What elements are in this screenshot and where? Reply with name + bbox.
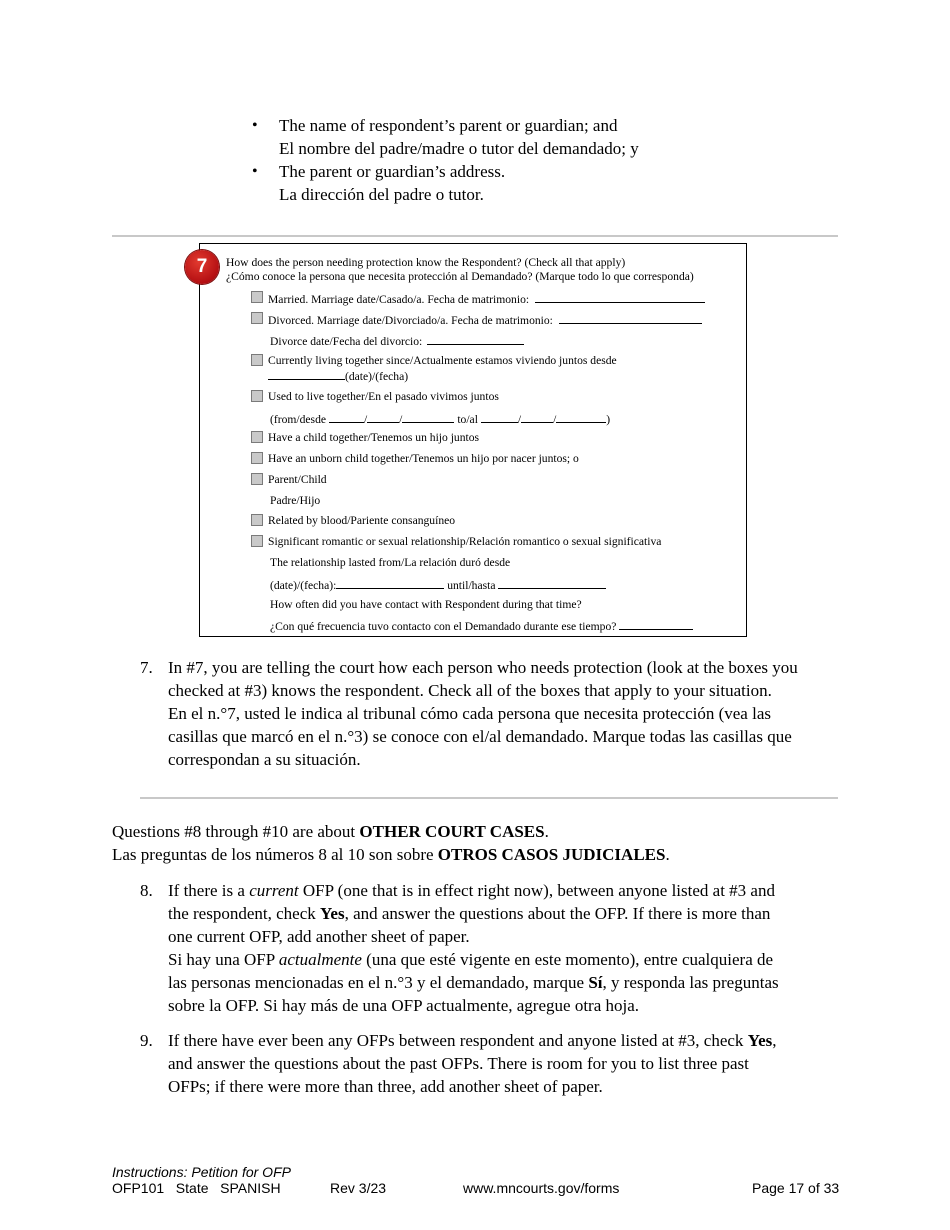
how-often-blank[interactable] — [619, 618, 693, 630]
parent-child-checkbox[interactable] — [251, 473, 263, 485]
romantic-option: Significant romantic or sexual relationship/Relación romantico o sexual significativa — [268, 535, 662, 548]
item-line: correspondan a su situación. — [168, 750, 361, 769]
bullet-text-en: The parent or guardian’s address. — [279, 162, 506, 181]
child-option: Have a child together/Tenemos un hijo juntos — [268, 431, 480, 444]
living-together-label: Currently living together since/Actualmente estamos viviendo juntos desde — [268, 354, 617, 367]
parent-child-option: Parent/Child — [268, 473, 327, 486]
married-label: Married. Marriage date/Casado/a. Fecha de matrimonio: — [268, 293, 530, 306]
blood-option: Related by blood/Pariente consanguíneo — [268, 514, 456, 527]
section-heading-es: Las preguntas de los números 8 al 10 son sobre OTROS CASOS JUDICIALES. — [112, 845, 670, 864]
item-number: 7. — [140, 658, 153, 677]
item-number: 9. — [140, 1031, 153, 1050]
from-year-blank[interactable] — [402, 411, 454, 423]
section-heading — [112, 820, 670, 866]
item-line: las personas mencionadas en el n.°3 y el demandado, marque Sí, y responda las preguntas — [168, 973, 779, 992]
item-line: OFPs; if there were more than three, add another sheet of paper. — [168, 1077, 603, 1096]
close-paren: ) — [606, 413, 611, 426]
form-question-es: ¿Cómo conoce la persona que necesita protección al Demandado? (Marque todo lo que corresponda) — [226, 270, 694, 283]
instruction-item-7 — [140, 656, 798, 771]
used-to-live-label: Used to live together/En el pasado vivimos juntos — [268, 390, 499, 403]
item-number: 8. — [140, 881, 153, 900]
marriage-date-blank[interactable] — [535, 291, 705, 303]
footer-form-id: OFP101 State SPANISH — [112, 1180, 281, 1196]
living-together-checkbox[interactable] — [251, 354, 263, 366]
from-to-row: (from/desde / / to/al / / ) — [270, 413, 611, 426]
bullet-item — [252, 114, 852, 160]
item-line: If there is a current OFP (one that is in effect right now), between anyone listed at #3 and — [168, 881, 775, 900]
question-number-badge: 7 — [185, 250, 219, 284]
item-line: En el n.°7, usted le indica al tribunal cómo cada persona que necesita protección (vea las — [168, 704, 771, 723]
romantic-checkbox[interactable] — [251, 535, 263, 547]
used-to-live-option — [268, 390, 499, 404]
section-divider — [140, 797, 838, 799]
to-day-blank[interactable] — [521, 411, 553, 423]
living-since-blank[interactable] — [268, 368, 345, 380]
bullet-text-es: La dirección del padre o tutor. — [279, 185, 484, 204]
section-heading-en: Questions #8 through #10 are about OTHER COURT CASES. — [112, 822, 549, 841]
divorced-checkbox[interactable] — [251, 312, 263, 324]
item-line: Si hay una OFP actualmente (una que esté vigente en este momento), entre cualquiera de — [168, 950, 774, 969]
lasted-from-blank[interactable] — [336, 577, 444, 589]
bullet-text-es: El nombre del padre/madre o tutor del demandado; y — [279, 139, 639, 158]
bullet-item — [252, 160, 852, 206]
footer-page-number: Page 17 of 33 — [752, 1180, 840, 1196]
to-year-blank[interactable] — [556, 411, 606, 423]
footer-revision: Rev 3/23 — [330, 1180, 387, 1196]
blood-checkbox[interactable] — [251, 514, 263, 526]
footer-title: Instructions: Petition for OFP — [112, 1164, 291, 1180]
to-month-blank[interactable] — [481, 411, 518, 423]
from-month-blank[interactable] — [329, 411, 364, 423]
item-line: the respondent, check Yes, and answer the questions about the OFP. If there is more than — [168, 904, 771, 923]
footer-url[interactable]: www.mncourts.gov/forms — [463, 1180, 620, 1196]
date-fecha-label: (date)/(fecha) — [345, 370, 409, 383]
living-together-option — [268, 354, 617, 384]
item-line: and answer the questions about the past OFPs. There is room for you to list three past — [168, 1054, 749, 1073]
divorced-marriage-date-blank[interactable] — [559, 312, 702, 324]
divorced-label: Divorced. Marriage date/Divorciado/a. Fecha de matrimonio: — [268, 314, 553, 327]
lasted-label: The relationship lasted from/La relación duró desde — [270, 556, 511, 569]
instruction-item-9 — [140, 1029, 777, 1098]
instruction-item-8 — [140, 879, 779, 1017]
item-line: casillas que marcó en el n.°3) se conoce con el/al demandado. Marque todas las casillas que — [168, 727, 792, 746]
divorce-date-blank[interactable] — [427, 333, 524, 345]
married-checkbox[interactable] — [251, 291, 263, 303]
padre-hijo-label: Padre/Hijo — [270, 494, 321, 507]
form-question-en: How does the person needing protection know the Respondent? (Check all that apply) — [226, 256, 626, 269]
lasted-until-blank[interactable] — [498, 577, 606, 589]
bullet-list — [252, 114, 852, 206]
bullet-text-en: The name of respondent’s parent or guardian; and — [279, 116, 618, 135]
item-line: checked at #3) knows the respondent. Check all of the boxes that apply to your situation. — [168, 681, 772, 700]
bullet-dot: • — [252, 163, 258, 180]
to-label: to/al — [457, 413, 478, 426]
lasted-dates-row — [270, 577, 606, 593]
until-label: until/hasta — [447, 579, 496, 592]
child-checkbox[interactable] — [251, 431, 263, 443]
from-day-blank[interactable] — [367, 411, 399, 423]
item-line: If there have ever been any OFPs between respondent and anyone listed at #3, check Yes, — [168, 1031, 777, 1050]
married-option — [268, 291, 705, 307]
divorce-date-row — [270, 333, 524, 349]
divorced-option — [268, 312, 702, 328]
item-line: In #7, you are telling the court how each person who needs protection (look at the boxes you — [168, 658, 798, 677]
unborn-checkbox[interactable] — [251, 452, 263, 464]
bullet-dot: • — [252, 117, 258, 134]
how-often-es: ¿Con qué frecuencia tuvo contacto con el Demandado durante ese tiempo? — [270, 620, 617, 633]
lasted-date-label: (date)/(fecha): — [270, 579, 337, 592]
item-line: one current OFP, add another sheet of paper. — [168, 927, 470, 946]
section-divider — [112, 235, 838, 237]
item-line: sobre la OFP. Si hay más de una OFP actualmente, agregue otra hoja. — [168, 996, 640, 1015]
used-to-live-checkbox[interactable] — [251, 390, 263, 402]
from-label: (from/desde — [270, 413, 327, 426]
how-often-es-row — [270, 618, 693, 634]
how-often-en: How often did you have contact with Respondent during that time? — [270, 598, 582, 611]
unborn-option: Have an unborn child together/Tenemos un hijo por nacer juntos; o — [268, 452, 579, 465]
form-question — [226, 256, 694, 284]
divorce-date-label: Divorce date/Fecha del divorcio: — [270, 335, 423, 348]
